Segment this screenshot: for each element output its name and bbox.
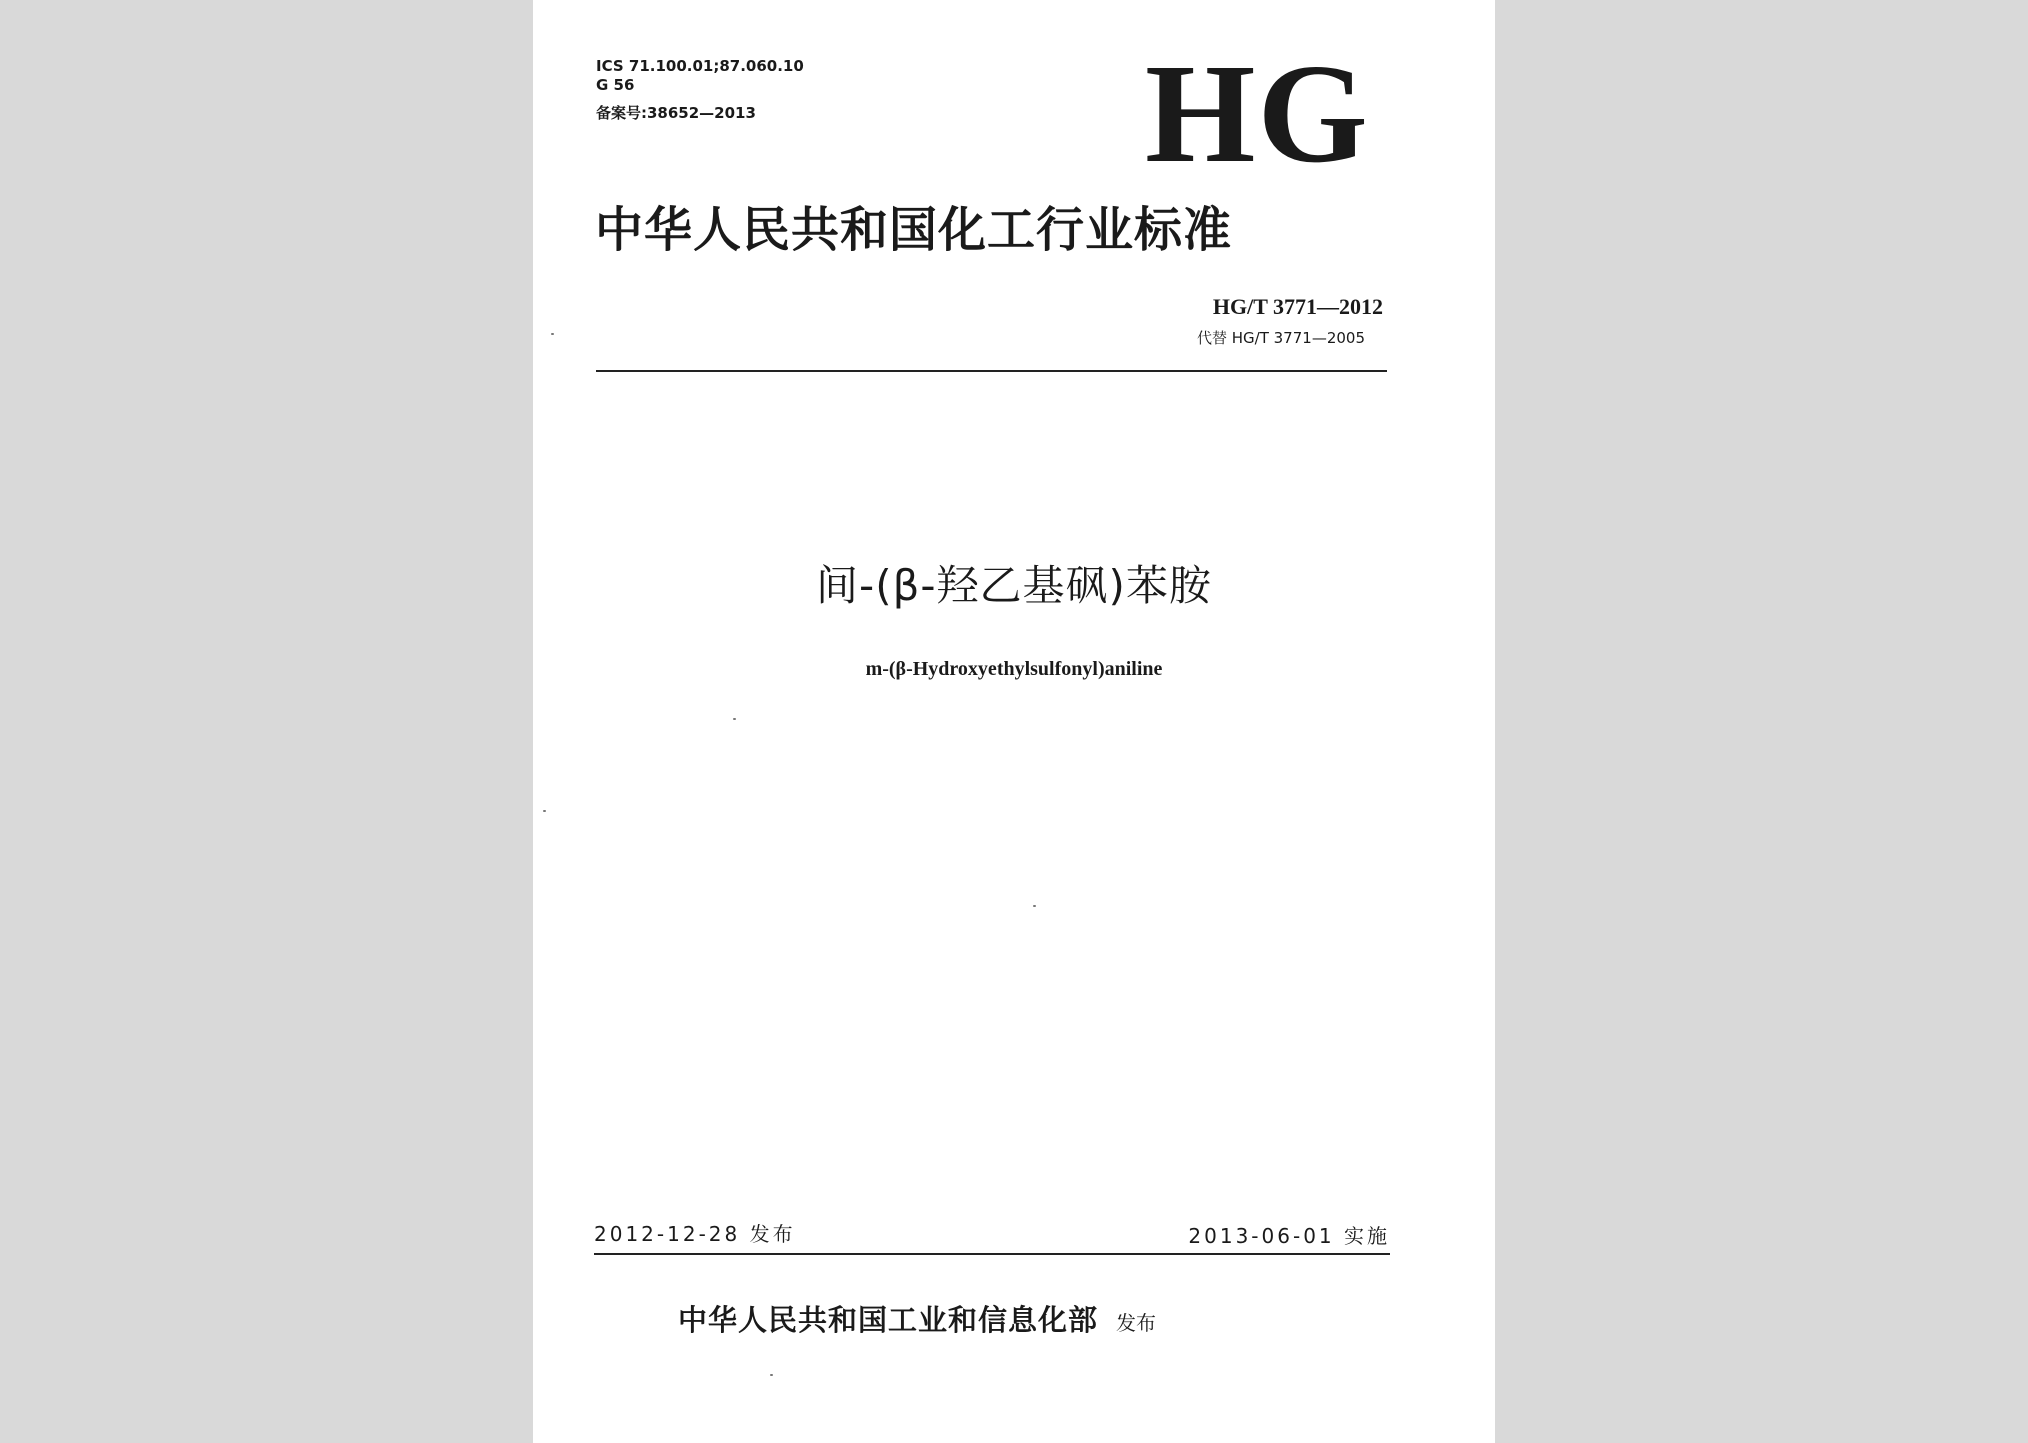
scan-speck [770, 1374, 773, 1376]
scan-speck [1033, 905, 1036, 907]
ics-code: ICS 71.100.01;87.060.10 [596, 57, 804, 75]
document-page [533, 0, 1495, 1443]
issue-date: 2012-12-28 发布 [594, 1222, 796, 1246]
record-number: 备案号:38652—2013 [596, 104, 756, 122]
top-divider [596, 370, 1387, 372]
scan-speck [551, 333, 554, 335]
standard-replaces: 代替 HG/T 3771—2005 [1196, 329, 1365, 347]
title-english: m-(β-Hydroxyethylsulfonyl)aniline [865, 658, 1163, 680]
standard-code: HG/T 3771—2012 [1212, 294, 1383, 319]
hg-logo: HG [1145, 34, 1370, 192]
publisher-suffix: 发布 [1116, 1311, 1157, 1335]
publisher [678, 1300, 1156, 1343]
bottom-divider [594, 1253, 1390, 1255]
publisher-name: 中华人民共和国工业和信息化部 [678, 1303, 1099, 1337]
standard-organization: 中华人民共和国化工行业标准 [595, 202, 1233, 258]
effective-date: 2013-06-01 实施 [1188, 1224, 1390, 1248]
classification-code: G 56 [596, 76, 635, 94]
title-chinese: 间-(β-羟乙基砜)苯胺 [816, 561, 1212, 610]
scan-speck [733, 718, 736, 720]
scan-speck [543, 810, 546, 812]
